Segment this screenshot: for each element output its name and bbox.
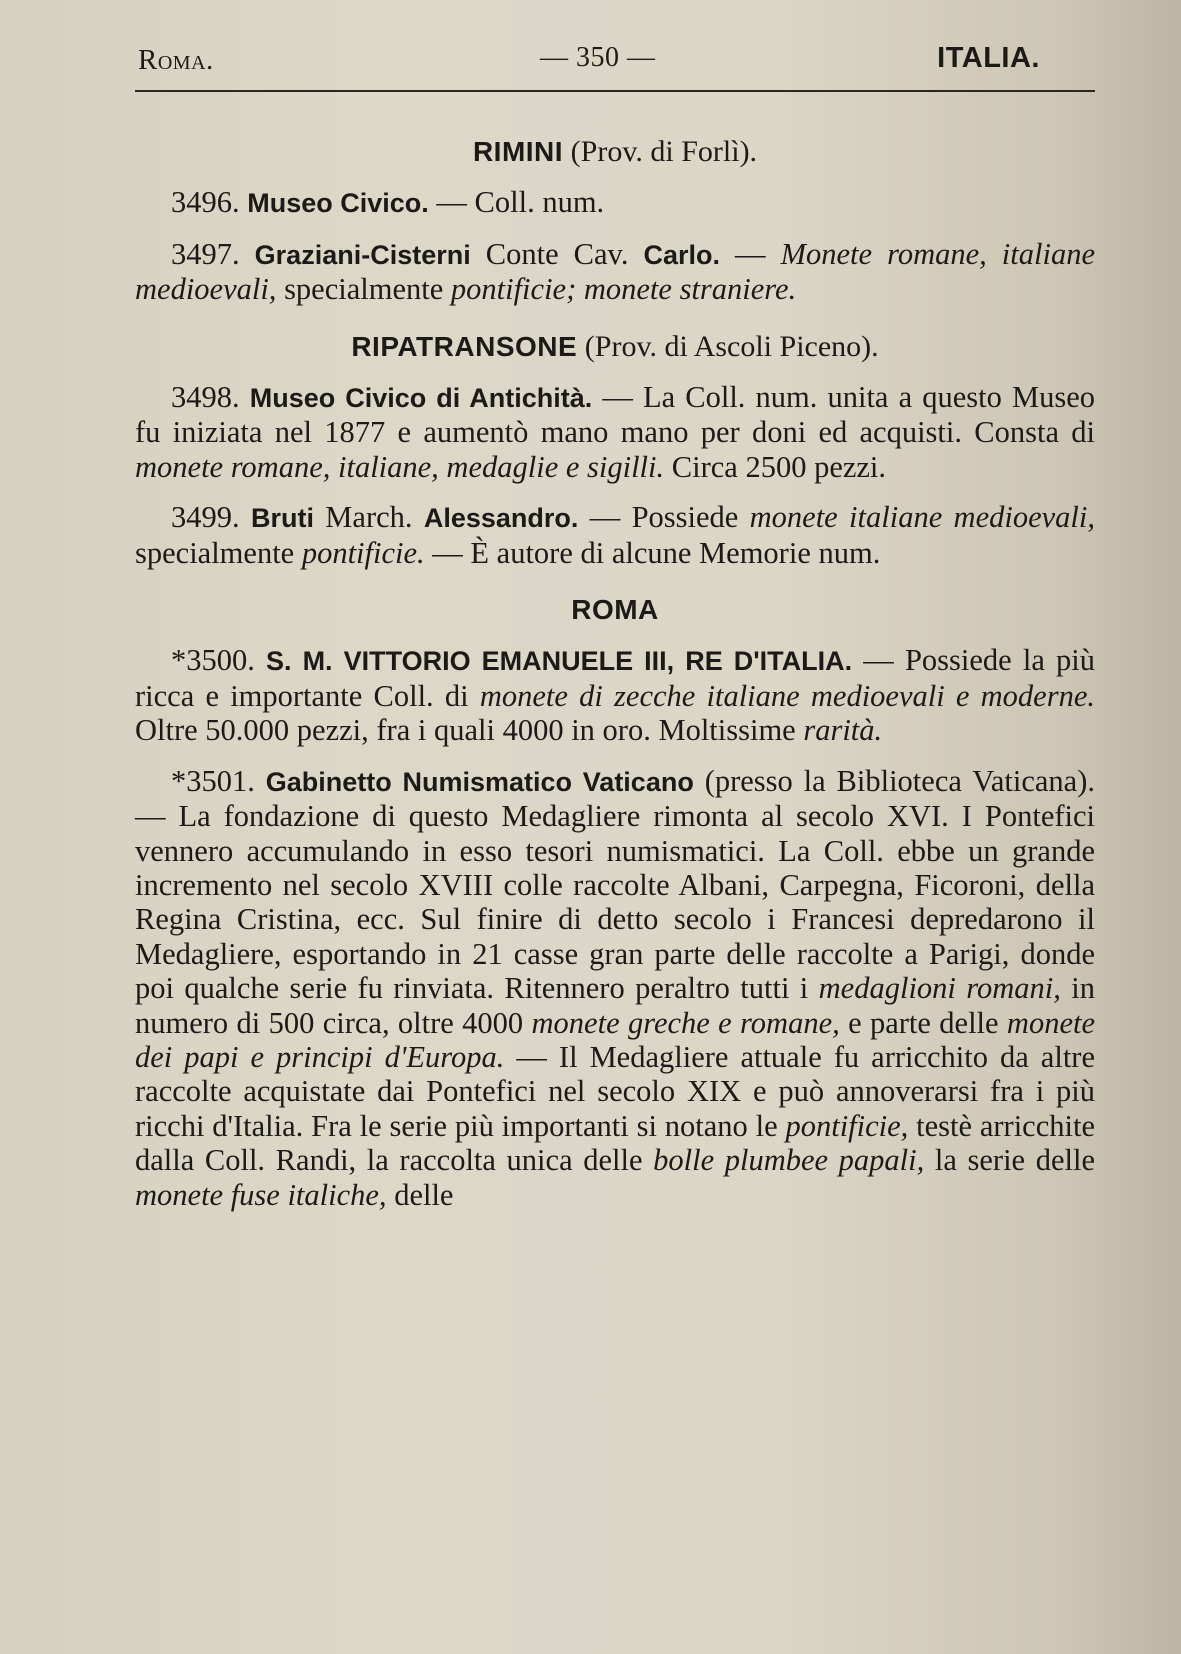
heading-place: RIMINI — [472, 136, 564, 167]
entry-text: — — [720, 236, 781, 271]
entry-text: — Il Medagliere attuale fu arricchito da altre raccolte acquistate dai Pontefici nel secolo XIX e può annoverarsi fra i più ricchi d'Italia. Fra le serie più importanti si notano le — [135, 1039, 1095, 1143]
entry-text: delle — [386, 1177, 454, 1212]
entry-text: Circa 2500 pezzi. — [664, 449, 887, 484]
entry-name: Carlo. — [643, 239, 721, 270]
entry-text: — Possiede la più ricca e importante Coll. di — [135, 643, 1095, 713]
entry-italic: bolle plumbee papali, — [653, 1143, 925, 1178]
entry-3497 — [135, 237, 1095, 307]
heading-place: ROMA — [571, 594, 659, 626]
entry-3496 — [135, 185, 1095, 220]
entry-3500 — [135, 643, 1095, 747]
entry-text: Conte Cav. — [470, 236, 644, 271]
entry-3498 — [135, 380, 1095, 484]
entry-text: e parte delle — [839, 1005, 1007, 1040]
entry-italic: pontificie; monete straniere. — [450, 272, 797, 307]
entry-number: *3500. — [171, 643, 255, 678]
entry-italic: monete romane, italiane, medaglie e sigilli. — [135, 449, 665, 484]
entry-name: Alessandro. — [423, 503, 579, 534]
heading-province: (Prov. di Forlì). — [570, 135, 758, 168]
entry-text: la serie delle — [924, 1143, 1095, 1178]
section-heading-roma — [135, 592, 1095, 627]
running-head-city: Roma. — [138, 44, 214, 76]
entry-text: (presso la Biblioteca Vaticana). — La fondazione di questo Medagliere rimonta al secolo XVI. I Pontefici vennero accumulando in esso tesori numismatici. La Coll. ebbe un grande incremento nel secolo XVIII colle raccolte Albani, Carpegna, Ficoroni, della Regina Cristina, ecc. Sul finire di detto secolo i Francesi depredarono il Medagliere, esportando in 21 casse gran parte delle raccolte a Parigi, donde poi qualche serie fu rinviata. Ritennero peraltro tutti i — [135, 763, 1095, 1006]
entry-text: — La Coll. num. unita a questo Museo fu iniziata nel 1877 e aumentò mano mano per doni ed acquisti. Consta di — [135, 380, 1095, 450]
entry-italic: Monete romane, italiane medioevali, — [135, 236, 1095, 307]
page-number: — 350 — — [540, 42, 656, 73]
entry-italic: monete dei papi e principi d'Europa. — [135, 1005, 1095, 1074]
entry-italic: pontificie, — [785, 1108, 909, 1143]
entry-text: — Possiede — [578, 500, 750, 535]
entry-name: S. M. VITTORIO EMANUELE III, RE D'ITALIA. — [266, 646, 853, 677]
entry-text: March. — [313, 500, 424, 535]
entry-text: — Coll. num. — [428, 185, 605, 220]
entry-3501 — [135, 764, 1095, 1212]
entry-3499 — [135, 500, 1095, 570]
entry-italic: medaglioni romani, — [818, 971, 1061, 1006]
entry-italic: monete fuse italiche, — [135, 1177, 387, 1212]
entry-number: 3498. — [171, 380, 240, 415]
entry-italic: monete greche e romane, — [531, 1005, 840, 1040]
entry-italic: rarità. — [803, 713, 883, 748]
section-heading-ripatransone — [135, 329, 1095, 364]
running-head-country: ITALIA. — [937, 42, 1040, 74]
header-rule — [135, 90, 1095, 92]
page-body — [135, 134, 1095, 1212]
entry-text: specialmente — [135, 535, 302, 570]
entry-number: 3499. — [171, 500, 240, 535]
entry-number: 3496. — [171, 185, 240, 220]
book-page — [135, 40, 1100, 1212]
heading-province: (Prov. di Ascoli Piceno). — [584, 329, 879, 363]
entry-text: in numero di 500 circa, oltre 4000 — [135, 971, 1095, 1040]
entry-name: Museo Civico di Antichità. — [249, 383, 593, 414]
entry-italic: monete di zecche italiane medioevali e moderne. — [479, 678, 1095, 713]
entry-text: — È autore di alcune Memorie num. — [424, 535, 881, 570]
entry-name: Graziani-Cisterni — [254, 239, 471, 270]
section-heading-rimini — [135, 134, 1095, 169]
entry-name: Gabinetto Numismatico Vaticano — [265, 766, 694, 797]
entry-number: 3497. — [171, 236, 240, 271]
running-head — [135, 40, 1100, 84]
entry-text: specialmente — [276, 272, 451, 307]
entry-number: *3501. — [171, 763, 255, 798]
entry-name: Bruti — [250, 503, 314, 534]
entry-italic: pontificie. — [301, 535, 425, 570]
entry-text: testè arricchite dalla Coll. Randi, la raccolta unica delle — [135, 1108, 1095, 1178]
heading-place: RIPATRANSONE — [351, 330, 578, 362]
entry-text: Oltre 50.000 pezzi, fra i quali 4000 in oro. Moltissime — [135, 713, 804, 748]
entry-name: Museo Civico. — [247, 188, 429, 219]
entry-italic: monete italiane medioevali, — [749, 500, 1095, 535]
